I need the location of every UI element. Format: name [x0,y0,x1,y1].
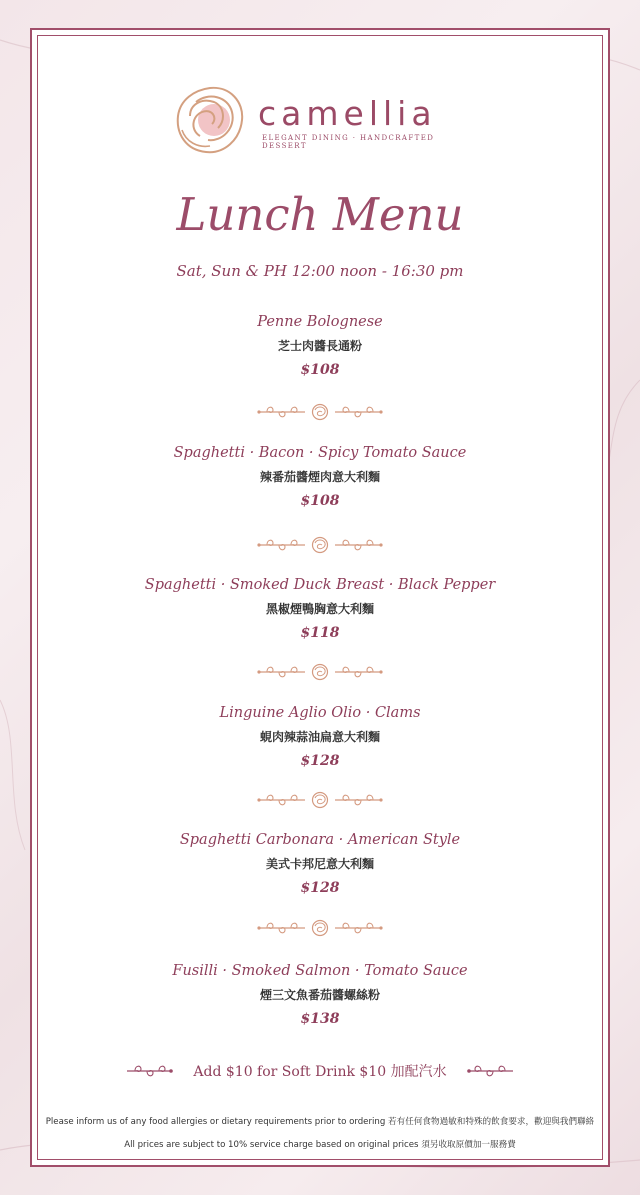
floral-divider-icon [255,662,385,682]
floral-divider-icon [255,535,385,555]
floral-divider-icon [255,918,385,938]
item-price: $108 [300,362,340,378]
camellia-flower-icon [172,82,248,158]
vine-flourish-right-icon [465,1061,515,1081]
item-price: $118 [300,625,340,641]
item-name-zh: 美式卡邦尼意大利麵 [265,857,374,871]
item-name-zh: 辣番茄醬煙肉意大利麵 [259,470,380,484]
item-price: $138 [300,1011,340,1027]
item-name: Linguine Aglio Olio · Clams [219,705,421,721]
floral-divider-icon [255,402,385,422]
menu-item [40,959,600,1031]
page-title: Lunch Menu [176,188,464,241]
menu-hours: Sat, Sun & PH 12:00 noon - 16:30 pm [176,262,464,280]
floral-divider-icon [255,790,385,810]
menu-item [40,701,600,773]
item-name: Spaghetti · Bacon · Spicy Tomato Sauce [173,445,467,461]
brand-logo [172,82,472,158]
item-name-zh: 黑椒煙鴨胸意大利麵 [265,602,374,616]
item-name-zh: 蜆肉辣蒜油扁意大利麵 [259,730,380,744]
menu-item [40,573,600,645]
menu-item [40,828,600,900]
allergy-note: Please inform us of any food allergies or dietary requirements prior to ordering 若有任何食物過敏和特殊的飲食要求，歡迎與我們聯絡 [45,1117,595,1127]
item-name: Spaghetti · Smoked Duck Breast · Black Pepper [144,577,496,593]
item-name: Penne Bolognese [257,314,383,330]
item-name: Fusilli · Smoked Salmon · Tomato Sauce [172,963,468,979]
item-name-zh: 芝士肉醬長通粉 [277,339,362,353]
addon-text: Add $10 for Soft Drink $10 加配汽水 [193,1064,447,1080]
item-name-zh: 煙三文魚番茄醬螺絲粉 [259,988,380,1002]
brand-tagline: ELEGANT DINING · HANDCRAFTED DESSERT [262,134,435,150]
item-price: $108 [300,493,340,509]
menu-item [40,441,600,513]
addon-line [0,1058,640,1084]
service-charge-note: All prices are subject to 10% service charge based on original prices 須另收取原價加一服務費 [124,1140,516,1150]
brand-name: camellia [258,94,437,133]
item-price: $128 [300,753,340,769]
menu-item [40,310,600,382]
vine-flourish-left-icon [125,1061,175,1081]
item-name: Spaghetti Carbonara · American Style [179,832,461,848]
item-price: $128 [300,880,340,896]
